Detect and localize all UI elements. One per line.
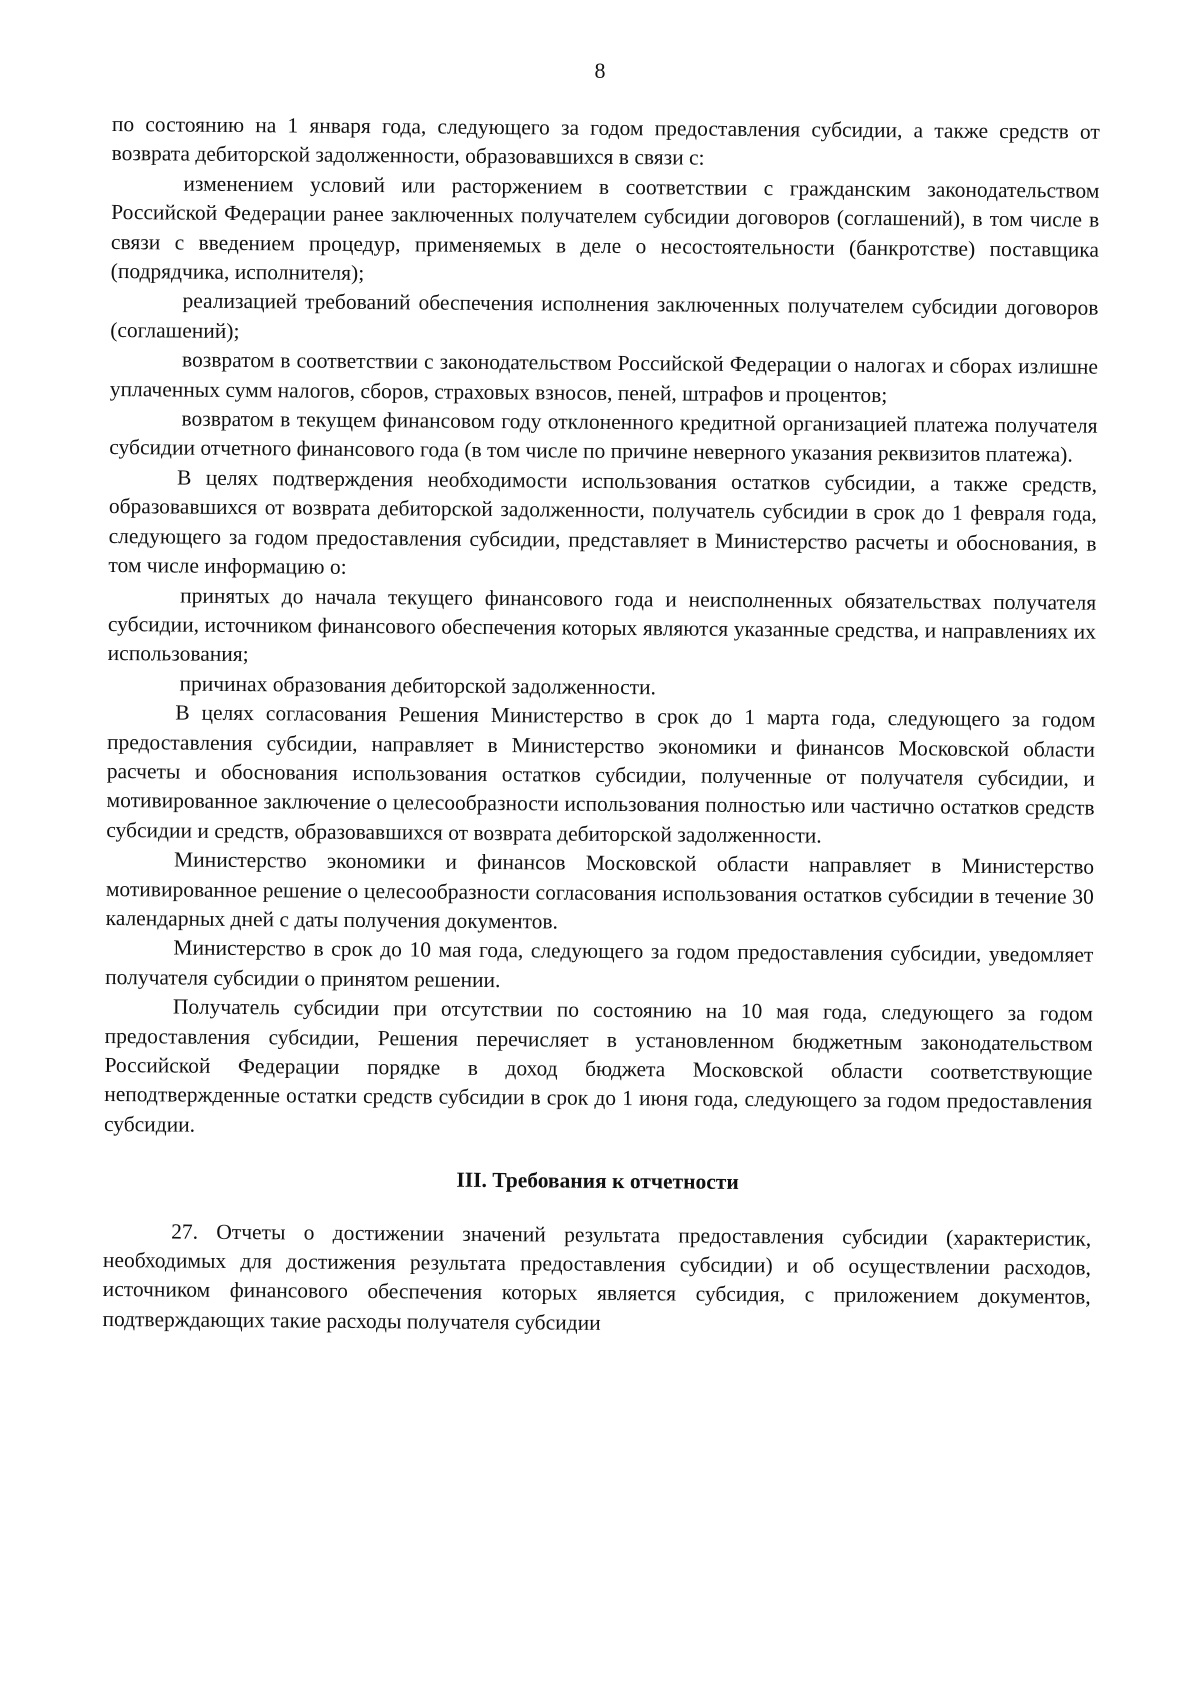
paragraph-confirmation: В целях подтверждения необходимости использования остатков субсидии, а также средств, образовавшихся от возврата дебиторской задолженности, получатель субсидии в срок до 1 февраля года, следующего за годом предоставления субсидии, представляет в Министерство расчеты и обоснования, в том числе информацию о: — [108, 465, 1098, 579]
paragraph-27: 27. Отчеты о достижении значений результата предоставления субсидии (характеристик, необходимых для достижения результата предоставления субсидии) и об осуществлении расходов, источником финансового обеспечения которых является субсидия, с приложением документов, подтверждающих такие расходы получателя субсидии — [102, 1219, 1092, 1335]
document-body — [102, 110, 1100, 1342]
paragraph-continuation: по состоянию на 1 января года, следующего за годом предоставления субсидии, а также средств от возврата дебиторской задолженности, образовавшихся в связи с: — [111, 111, 1100, 171]
paragraph-notification: Министерство в срок до 10 мая года, следующего за годом предоставления субсидии, уведомляет получателя субсидии о принятом решении. — [105, 935, 1094, 992]
list-item-contract-change: изменением условий или расторжением в соответствии с гражданским законодательством Российской Федерации ранее заключенных получателем субсидии договоров (соглашений), в том числе в связи с введением процедур, применяемых в деле о несостоятельности (банкротстве) поставщика (подрядчика, исполнителя); — [110, 171, 1100, 286]
list-item-obligations: принятых до начала текущего финансового года и неисполненных обязательствах получателя субсидии, источником финансового обеспечения которых являются указанные средства, и направлениях их использования; — [107, 583, 1097, 667]
list-item-tax-refund: возвратом в соответствии с законодательством Российской Федерации о налогах и сборах излишне уплаченных сумм налогов, сборов, страховых взносов, пеней, штрафов и процентов; — [109, 347, 1099, 407]
list-item-contract-security: реализацией требований обеспечения исполнения заключенных получателем субсидии договоров (соглашений); — [110, 288, 1099, 343]
paragraph-refund: Получатель субсидии при отсутствии по состоянию на 10 мая года, следующего за годом предоставления субсидии, Решения перечисляет в установленном бюджетным законодательством Российской Федерации порядке в доход бюджета Московской области соответствующие неподтвержденные остатки средств субсидии в срок до 1 июня года, следующего за годом предоставления субсидии. — [103, 994, 1094, 1137]
list-item-rejected-payment: возвратом в текущем финансовом году отклоненного кредитной организацией платежа получателя субсидии отчетного финансового года (в том числе по причине неверного указания реквизитов платежа). — [109, 406, 1098, 468]
paragraph-ministry-economy: Министерство экономики и финансов Московской области направляет в Министерство мотивированное решение о целесообразности согласования использования остатков субсидии в течение 30 календарных дней с даты получения документов. — [105, 847, 1095, 934]
list-item-receivables-reasons: причинах образования дебиторской задолженности. — [179, 671, 657, 700]
page-number: 8 — [594, 58, 606, 83]
paragraph-approval: В целях согласования Решения Министерство в срок до 1 марта года, следующего за годом предоставления субсидии, направляет в Министерство экономики и финансов Московской области расчеты и обоснования использования остатков субсидии, полученные от получателя субсидии, и мотивированное заключение о целесообразности использования полностью или частично остатков средств субсидии и средств, образовавшихся от возврата дебиторской задолженности. — [106, 700, 1096, 848]
section-title: III. Требования к отчетности — [456, 1167, 739, 1195]
